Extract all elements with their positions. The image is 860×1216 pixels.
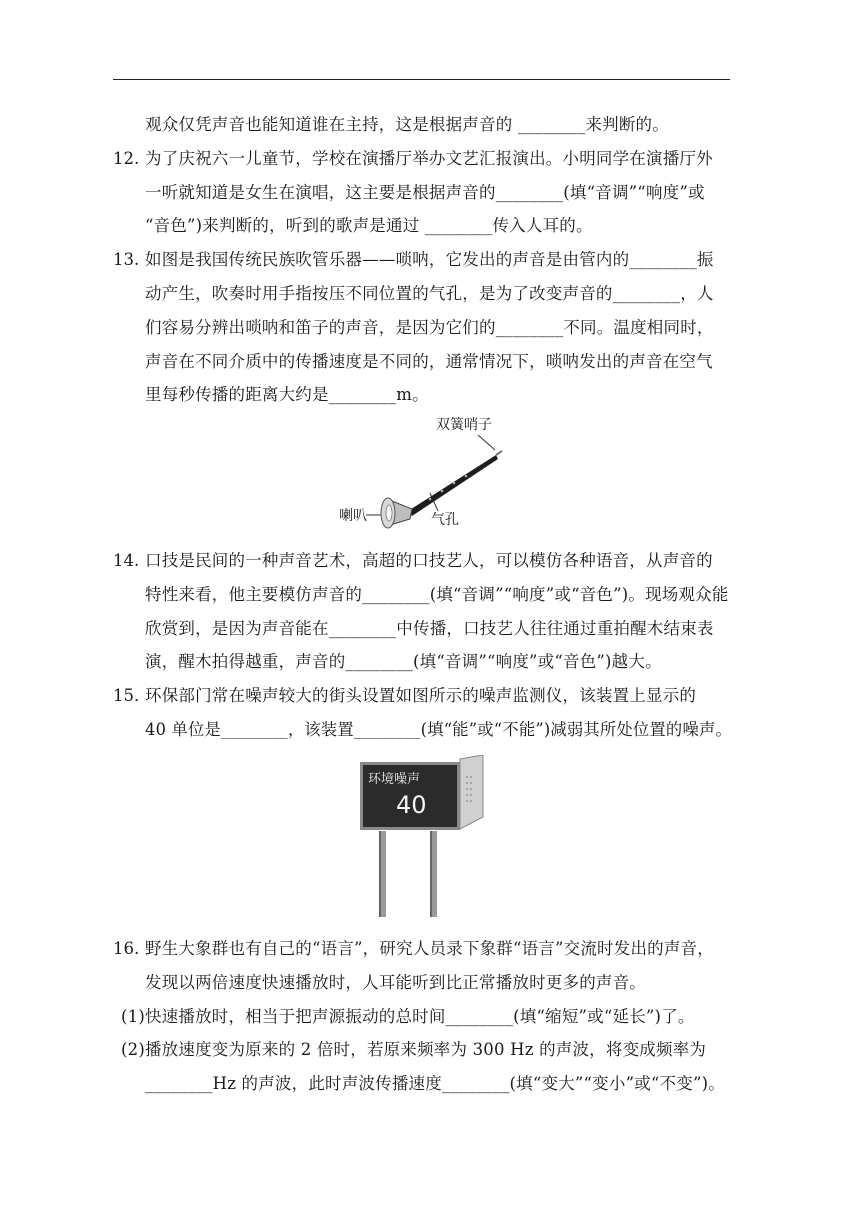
noise-monitor-display	[360, 762, 460, 830]
question-11-continuation: 观众仅凭声音也能知道谁在主持，这是根据声音的 ________来判断的。	[145, 115, 669, 134]
question-14-line-4: 演，醒木拍得越重，声音的________(填“音调”“响度”或“音色”)越大。	[145, 652, 662, 671]
question-15-line-2: 40 单位是________，该装置________(填“能”或“不能”)减弱其所处位置的噪声。	[145, 720, 732, 739]
question-16-sub-1: (1)快速播放时，相当于把声源振动的总时间________(填“缩短”或“延长”)了。	[121, 1007, 695, 1026]
question-14-line-1: 口技是民间的一种声音艺术，高超的口技艺人，可以模仿各种语音，从声音的	[145, 551, 713, 570]
noise-monitor-value: 40	[396, 791, 427, 819]
question-16-number: 16.	[113, 939, 140, 958]
question-16-line-1: 野生大象群也有自己的“语言”，研究人员录下象群“语言”交流时发出的声音，	[145, 939, 714, 958]
question-15-line-1: 环保部门常在噪声较大的街头设置如图所示的噪声监测仪，该装置上显示的	[145, 686, 697, 705]
figure-label-reed: 双簧哨子	[436, 417, 492, 433]
question-16-line-2: 发现以两倍速度快速播放时，人耳能听到比正常播放时更多的声音。	[145, 973, 646, 992]
question-13-line-5: 里每秒传播的距离大约是________m。	[145, 385, 429, 404]
suona-figure	[330, 425, 520, 535]
question-14-line-2: 特性来看，他主要模仿声音的________(填“音调”“响度”或“音色”)。现场观众能	[145, 585, 729, 604]
question-15-number: 15．	[113, 686, 151, 705]
question-12-line-3: “音色”)来判断的，听到的歌声是通过 ________传入人耳的。	[145, 216, 593, 235]
question-12-line-1: 为了庆祝六一儿童节，学校在演播厅举办文艺汇报演出。小明同学在演播厅外	[145, 149, 713, 168]
question-16-sub-2-line-2: ________Hz 的声波，此时声波传播速度________(填“变大”“变小”或“不变”)。	[145, 1074, 725, 1093]
noise-monitor-title: 环境噪声	[368, 772, 421, 787]
figure-label-hole: 气孔	[431, 512, 459, 528]
question-16-sub-2-line-1: (2)播放速度变为原来的 2 倍时，若原来频率为 300 Hz 的声波，将变成频率为	[121, 1040, 707, 1059]
question-12-number: 12.	[113, 149, 140, 168]
figure-label-bell: 喇叭	[339, 508, 367, 524]
question-13-line-1: 如图是我国传统民族吹管乐器——唢呐，它发出的声音是由管内的________振	[145, 250, 714, 269]
header-rule	[113, 79, 730, 80]
question-13-line-2: 动产生，吹奏时用手指按压不同位置的气孔，是为了改变声音的________，人	[145, 284, 714, 303]
question-12-line-2: 一听就知道是女生在演唱，这主要是根据声音的________(填“音调”“响度”或	[145, 183, 705, 202]
question-14-line-3: 欣赏到，是因为声音能在________中传播，口技艺人往往通过重拍醒木结束表	[145, 619, 714, 638]
question-13-line-4: 声音在不同介质中的传播速度是不同的，通常情况下，唢呐发出的声音在空气	[145, 352, 713, 371]
question-13-line-3: 们容易分辨出唢呐和笛子的声音，是因为它们的________不同。温度相同时，	[145, 318, 714, 337]
question-14-number: 14.	[113, 551, 140, 570]
question-13-number: 13.	[113, 250, 140, 269]
